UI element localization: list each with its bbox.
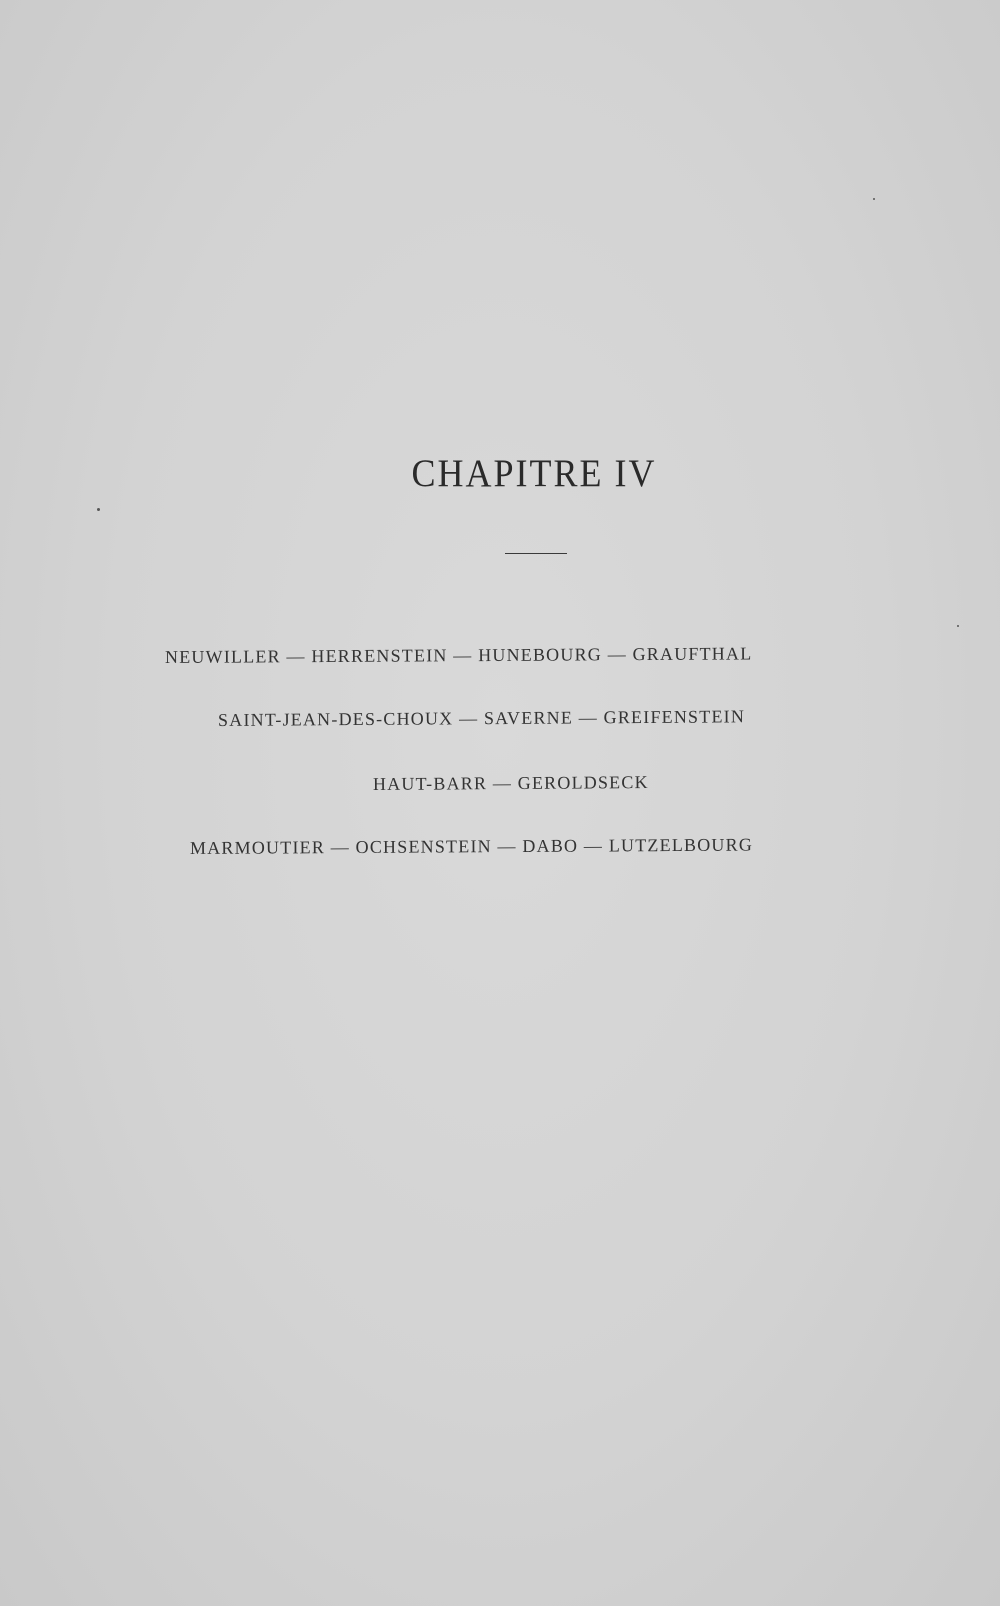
chapter-summary-text: HAUT-BARR — GEROLDSECK [372,772,649,794]
chapter-summary-text: MARMOUTIER — OCHSENSTEIN — DABO — LUTZELBOURG [189,834,754,858]
paper-speck [97,508,100,511]
chapter-summary-text: NEUWILLER — HERRENSTEIN — HUNEBOURG — GRAUFTHAL [164,643,753,667]
paper-speck [873,198,875,200]
chapter-title: CHAPITRE IV [411,451,657,495]
chapter-summary-text: SAINT-JEAN-DES-CHOUX — SAVERNE — GREIFENSTEIN [217,706,746,730]
title-divider-rule [505,553,567,554]
paper-speck [957,625,959,627]
